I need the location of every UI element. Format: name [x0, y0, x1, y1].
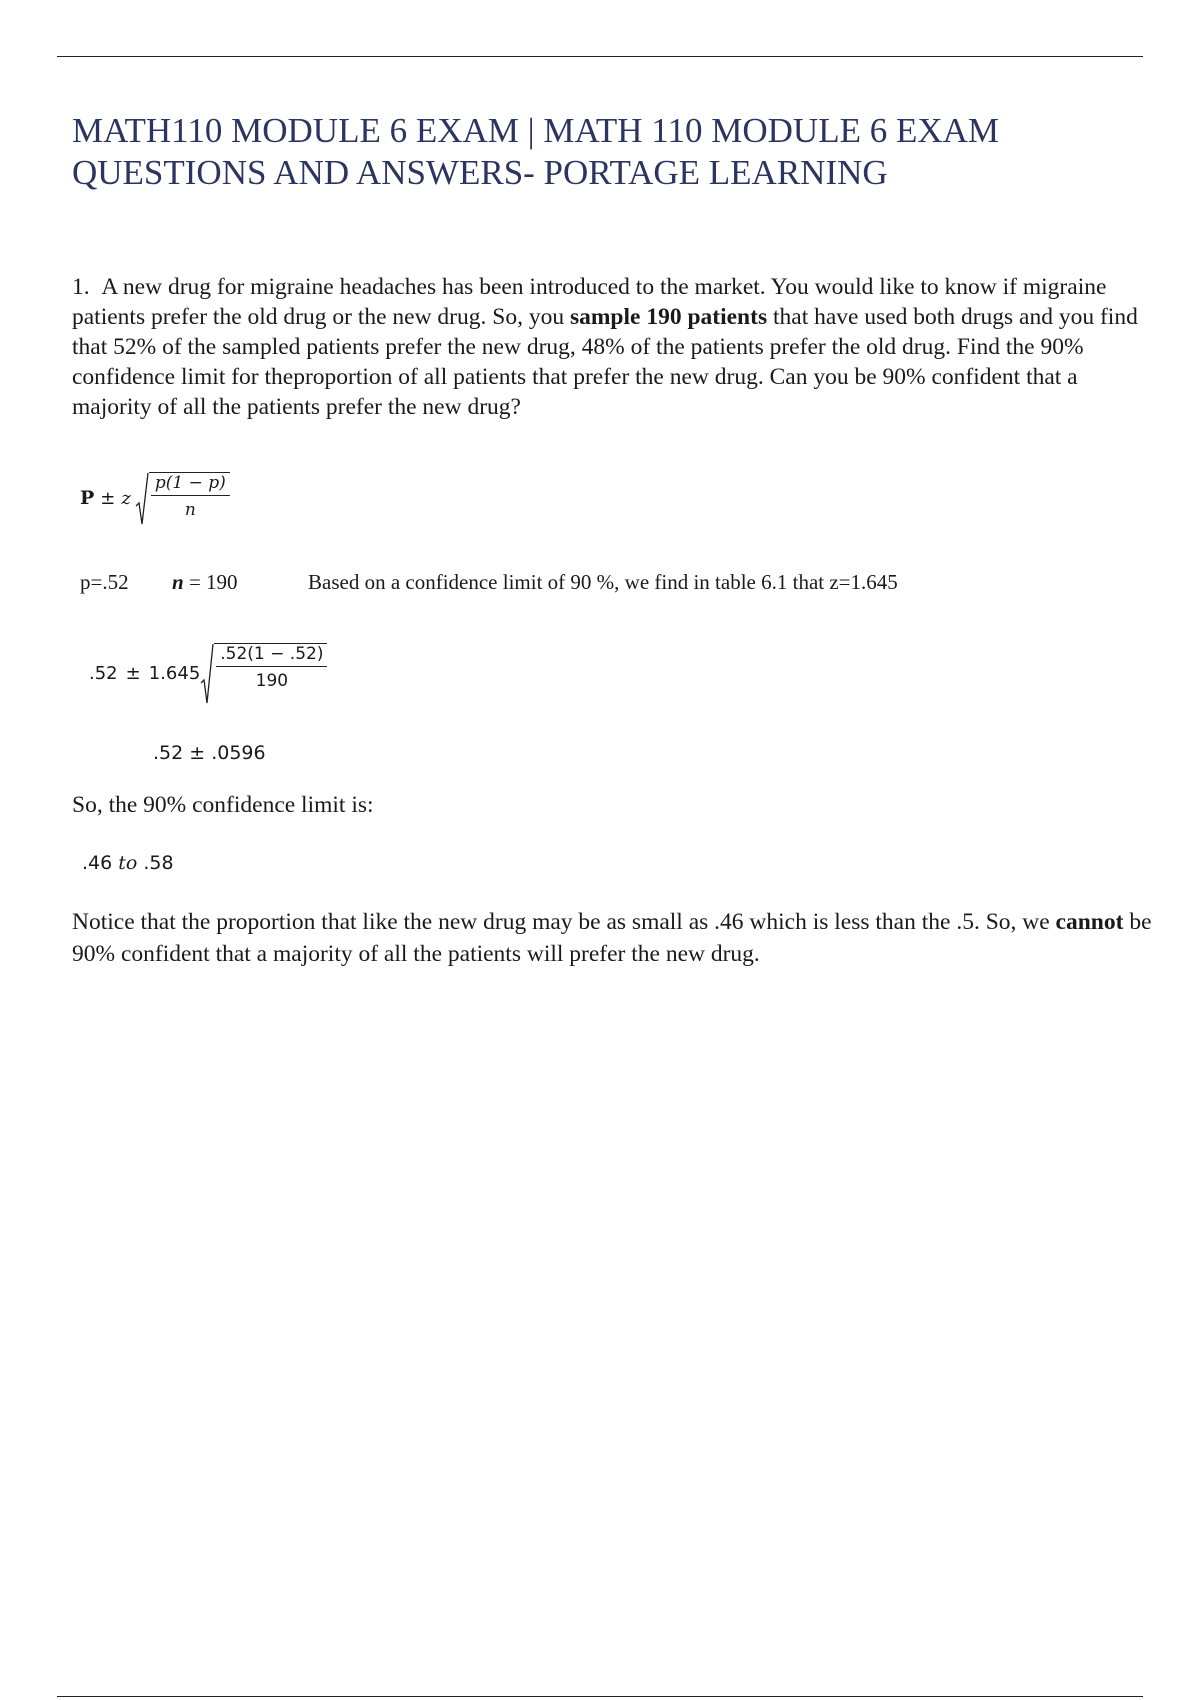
substituted-formula [89, 643, 327, 705]
result-expression: .52 ± .0596 [153, 742, 266, 764]
range-high: .58 [143, 852, 174, 874]
confidence-range [82, 852, 174, 874]
bottom-rule [57, 1696, 1143, 1697]
general-formula [80, 472, 230, 526]
document-title: MATH110 MODULE 6 EXAM | MATH 110 MODULE 6 EXAM QUESTIONS AND ANSWERS- PORTAGE LEARNING [72, 111, 1000, 192]
notice-text-1: Notice that the proportion that like the new drug may be as small as .46 which is less than the .5. So, we [72, 909, 1050, 935]
top-rule [57, 56, 1143, 57]
formula-denominator: n [184, 500, 196, 520]
sub-radical [200, 643, 327, 705]
given-p: p=.52 [80, 570, 129, 594]
notice-text-2: be 90% confident that a majority of all the patients will prefer the new drug. [72, 909, 1152, 967]
given-n-value: = 190 [188, 570, 238, 594]
formula-radical [135, 472, 230, 526]
conclusion-intro: So, the 90% confidence limit is: [72, 792, 374, 818]
given-n [172, 570, 308, 595]
formula-z: z [121, 488, 131, 509]
sub-p: .52 [89, 663, 118, 684]
formula-numerator: p(1 − p) [151, 473, 230, 496]
sub-z: 1.645 [148, 663, 201, 684]
question-text-2: that have used both drugs and you find that 52% of the sampled patients prefer the new drug, 48% of the patients prefer the old drug. Find the 90% confidence limit for theproportion of all patients that prefer the new drug. Can you be 90% confident that a majority of all the patients prefer the new drug? [72, 304, 1138, 420]
formula-plus-minus: ± [100, 488, 116, 509]
question-number: 1. [72, 274, 90, 300]
question-1 [72, 272, 1162, 422]
range-to: to [118, 852, 138, 874]
question-text-bold: sample 190 patients [569, 304, 768, 330]
given-values [80, 570, 898, 595]
sub-numerator: .52(1 − .52) [216, 644, 327, 667]
range-low: .46 [82, 852, 113, 874]
sub-denominator: 190 [255, 671, 289, 691]
question-text-1: A new drug for migraine headaches has been introduced to the market. You would like to know if migraine patients prefer the old drug or the new drug. So, you [72, 274, 1107, 330]
sub-plus-minus: ± [125, 663, 141, 684]
table-note: Based on a confidence limit of 90 %, we find in table 6.1 that z=1.645 [308, 570, 898, 594]
notice-paragraph [72, 906, 1152, 970]
formula-p-symbol: P [80, 487, 95, 509]
notice-bold: cannot [1055, 909, 1124, 935]
given-n-label: n [172, 570, 184, 594]
